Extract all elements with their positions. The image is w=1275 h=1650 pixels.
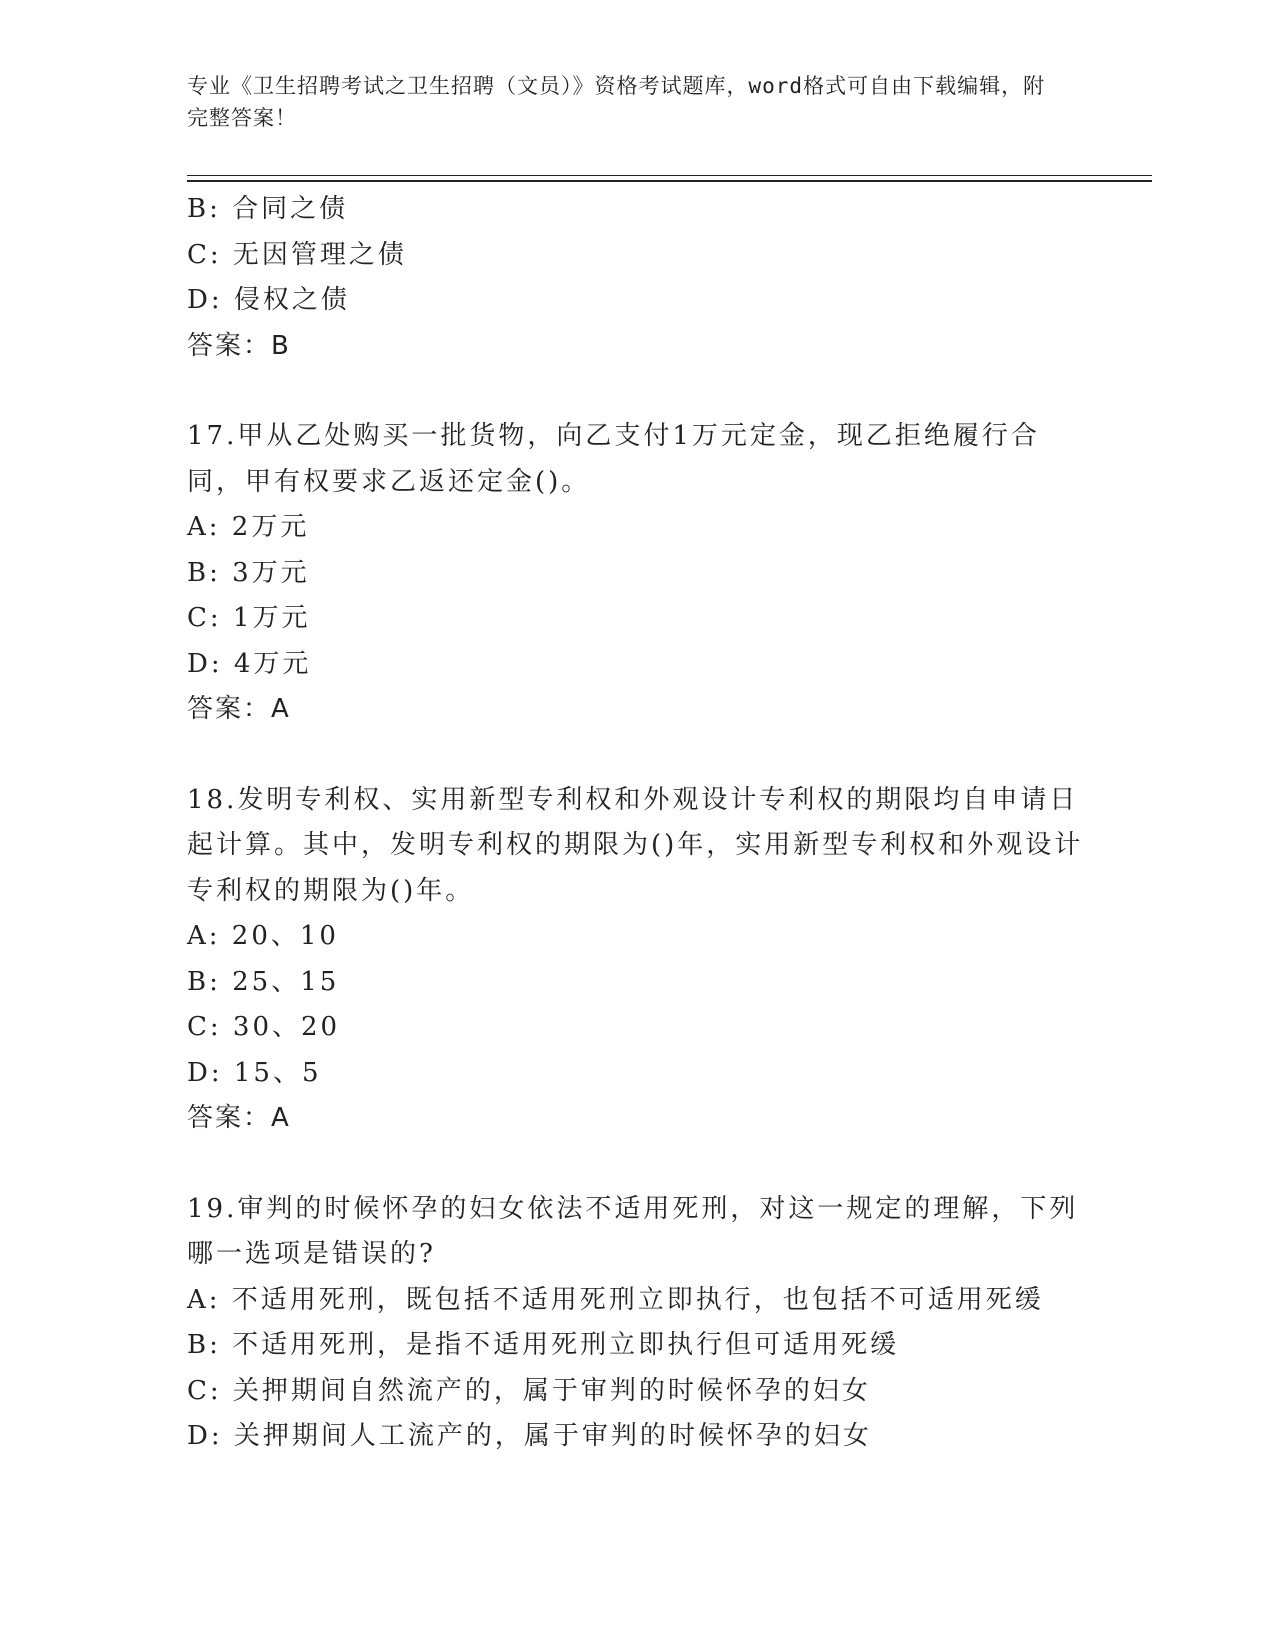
option-c: C: 1万元: [187, 603, 311, 633]
question-19: [187, 1187, 1087, 1460]
option-b: B: 25、15: [187, 966, 340, 997]
option-c: C: 关押期间自然流产的，属于审判的时候怀孕的妇女: [187, 1375, 871, 1406]
option-d: D: 4万元: [187, 648, 312, 679]
header-divider-thick: [187, 180, 1152, 182]
option-c: C: 30、20: [187, 1012, 341, 1042]
spacer: [187, 733, 1087, 778]
answer-line: 答案：A: [187, 694, 291, 724]
option-a: A: 2万元: [187, 512, 310, 542]
question-text: 17.甲从乙处购买一批货物，向乙支付1万元定金，现乙拒绝履行合同，甲有权要求乙返还定金()。: [187, 421, 1040, 497]
option-a: A: 不适用死刑，既包括不适用死刑立即执行，也包括不可适用死缓: [187, 1284, 1044, 1315]
question-18: [187, 778, 1087, 1142]
option-b: B: 3万元: [187, 557, 310, 588]
question-17: [187, 414, 1087, 733]
option-b: B: 合同之债: [187, 194, 349, 224]
option-d: D: 15、5: [187, 1057, 322, 1088]
document-header: 专业《卫生招聘考试之卫生招聘（文员）》资格考试题库，word格式可自由下载编辑，附完整答案！: [187, 74, 1046, 130]
option-c: C: 无因管理之债: [187, 239, 407, 270]
option-b: B: 不适用死刑，是指不适用死刑立即执行但可适用死缓: [187, 1330, 900, 1360]
spacer: [187, 369, 1087, 414]
option-d: D: 侵权之债: [187, 285, 350, 315]
option-d: D: 关押期间人工流产的，属于审判的时候怀孕的妇女: [187, 1421, 872, 1451]
question-text: 19.审判的时候怀孕的妇女依法不适用死刑，对这一规定的理解，下列哪一选项是错误的?: [187, 1193, 1079, 1269]
question-list: [187, 187, 1087, 1460]
answer-line: 答案：A: [187, 1103, 291, 1133]
header-divider-thin: [187, 175, 1152, 176]
answer-line: 答案：B: [187, 330, 291, 361]
option-a: A: 20、10: [187, 921, 339, 951]
question-text: 18.发明专利权、实用新型专利权和外观设计专利权的期限均自申请日起计算。其中，发明专利权的期限为()年，实用新型专利权和外观设计专利权的期限为()年。: [187, 784, 1084, 906]
previous-question-fragment: [187, 187, 1087, 369]
spacer: [187, 1142, 1087, 1187]
